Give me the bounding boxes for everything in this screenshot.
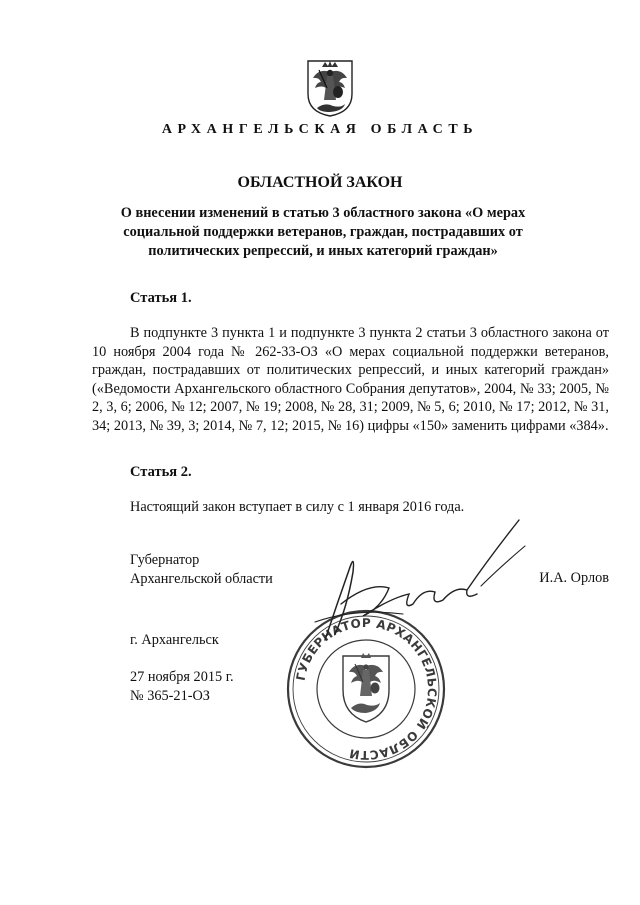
law-type-heading: ОБЛАСТНОЙ ЗАКОН [237,174,403,191]
law-title: О внесении изменений в статью 3 областного закона «О мерах социальной поддержки ветеранов, граждан, пострадавших от политических репрессий, и иных категорий граждан» [120,205,526,259]
region-name: АРХАНГЕЛЬСКАЯ ОБЛАСТЬ [161,122,479,137]
handwritten-signature [285,512,545,662]
article-2-heading: Статья 2. [130,464,192,480]
seal-text-path: ГУБЕРНАТОР АРХАНГЕЛЬСКОЙ ОБЛАСТИ [293,615,440,763]
law-date: 27 ноября 2015 г. [130,669,234,685]
article-1-heading: Статья 1. [130,290,192,306]
law-number: № 365-21-ОЗ [130,687,210,704]
article-1-text: В подпункте 3 пункта 1 и подпункте 3 пункта 2 статьи 3 областного закона от 10 ноября 2004 года № 262-33-ОЗ «О мерах социальной поддержки ветеранов, граждан, пострадавших от политических репрессий, и иных категорий граждан» («Ведомости Архангельского областного Собрания депутатов», 2004, № 33; 2005, № 2, 3, 6; 2006, № 12; 2007, № 19; 2008, № 28, 31; 2009, № 5, 6; 2010, № 17; 2012, № 31, 34; 2013, № 39, 3; 2014, № 7, 12; 2015, № 16) цифры «150» заменить цифрами «384». [92,325,609,434]
place-of-signing: г. Архангельск [130,632,219,648]
date-and-number [130,668,234,705]
signatory-position-line1: Губернатор [130,552,200,568]
signatory-name: И.А. Орлов [539,570,609,586]
signatory-position [130,551,273,588]
signatory-position-line2: Архангельской области [130,570,273,587]
article-2-text: Настоящий закон вступает в силу с 1 января 2016 года. [130,499,465,515]
coat-of-arms-icon [305,58,355,118]
